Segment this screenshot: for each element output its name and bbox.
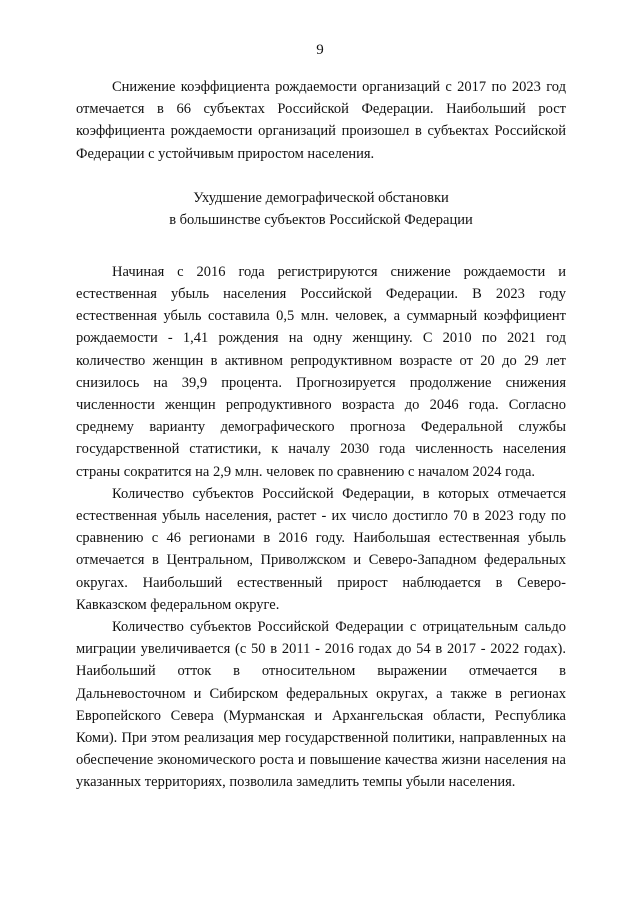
section-title-line-2: в большинстве субъектов Российской Федерации	[169, 211, 473, 228]
intro-paragraph: Снижение коэффициента рождаемости организаций с 2017 по 2023 год отмечается в 66 субъектах Российской Федерации. Наибольший рост коэффициента рождаемости организаций произошел в субъектах Российской Федерации с устойчивым приростом населения.	[76, 79, 566, 162]
paragraph-regions-decline: Количество субъектов Российской Федерации, в которых отмечается естественная убыль населения, растет - их число достигло 70 в 2023 году по сравнению с 46 регионами в 2016 году. Наибольшая естественная убыль отмечается в Центральном, Приволжском и Северо-Западном федеральных округах. Наибольший естественный прирост наблюдается в Северо-Кавказском федеральном округе.	[76, 485, 566, 613]
paragraph-migration: Количество субъектов Российской Федерации с отрицательным сальдо миграции увеличивается (с 50 в 2011 - 2016 годах до 54 в 2017 - 2022 годах). Наибольший отток в относительном выражении отмечается в Дальневосточном и Сибирском федеральных округах, а также в регионах Европейского Севера (Мурманская и Архангельская области, Республика Коми). При этом реализация мер государственной политики, направленных на обеспечение экономического роста и повышение качества жизни населения на указанных территориях, позволила замедлить темпы убыли населения.	[76, 619, 566, 791]
document-body	[76, 76, 566, 794]
paragraph-natural-decline: Начиная с 2016 года регистрируются снижение рождаемости и естественная убыль населения Российской Федерации. В 2023 году естественная убыль составила 0,5 млн. человек, а суммарный коэффициент рождаемости - 1,41 рождения на одну женщину. С 2010 по 2021 год количество женщин в активном репродуктивном возрасте от 20 до 29 лет снизилось на 39,9 процента. Прогнозируется продолжение снижения численности женщин репродуктивного возраста до 2046 года. Согласно среднему варианту демографического прогноза Федеральной службы государственной статистики, к началу 2030 года численность населения страны сократится на 2,9 млн. человек по сравнению с началом 2024 года.	[76, 263, 566, 480]
section-heading	[76, 187, 566, 231]
page-number: 9	[316, 42, 324, 58]
section-title-line-1: Ухудшение демографической обстановки	[193, 189, 449, 206]
